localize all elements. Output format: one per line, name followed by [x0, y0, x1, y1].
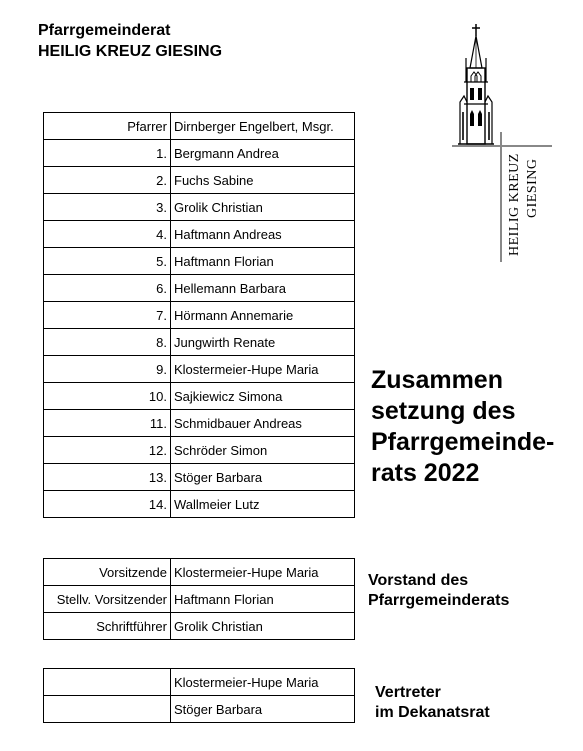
- representatives-table: [43, 668, 355, 723]
- row-label: 1.: [44, 140, 171, 167]
- table-row: [44, 383, 355, 410]
- row-label: 11.: [44, 410, 171, 437]
- table-row: [44, 669, 355, 696]
- table-row: [44, 275, 355, 302]
- row-label: [44, 696, 171, 723]
- table-row: [44, 437, 355, 464]
- row-name: Klostermeier-Hupe Maria: [171, 559, 355, 586]
- table-row: [44, 329, 355, 356]
- main-heading-line: Zusammen: [371, 366, 503, 394]
- row-label: 14.: [44, 491, 171, 518]
- table-row: [44, 586, 355, 613]
- representatives-heading: [375, 683, 490, 723]
- main-heading-line: Pfarrgemeinde-: [371, 428, 555, 456]
- row-name: Dirnberger Engelbert, Msgr.: [171, 113, 355, 140]
- row-name: Schmidbauer Andreas: [171, 410, 355, 437]
- board-heading-line: Pfarrgemeinderats: [368, 592, 510, 609]
- main-heading: [371, 365, 554, 489]
- row-label: 7.: [44, 302, 171, 329]
- table-row: [44, 491, 355, 518]
- row-label: 5.: [44, 248, 171, 275]
- representatives-heading-line: im Dekanatsrat: [375, 704, 490, 721]
- row-label: 6.: [44, 275, 171, 302]
- row-label: 8.: [44, 329, 171, 356]
- members-table: [43, 112, 355, 518]
- table-row: [44, 221, 355, 248]
- row-name: Wallmeier Lutz: [171, 491, 355, 518]
- row-label: Schriftführer: [44, 613, 171, 640]
- row-label: [44, 669, 171, 696]
- table-row: [44, 559, 355, 586]
- table-row: [44, 410, 355, 437]
- board-heading: [368, 571, 509, 611]
- row-label: 9.: [44, 356, 171, 383]
- row-name: Fuchs Sabine: [171, 167, 355, 194]
- table-row: [44, 356, 355, 383]
- table-row: [44, 302, 355, 329]
- row-name: Grolik Christian: [171, 194, 355, 221]
- row-name: Schröder Simon: [171, 437, 355, 464]
- table-row: [44, 464, 355, 491]
- row-name: Haftmann Andreas: [171, 221, 355, 248]
- row-name: Klostermeier-Hupe Maria: [171, 669, 355, 696]
- row-label: Pfarrer: [44, 113, 171, 140]
- row-label: 4.: [44, 221, 171, 248]
- table-row: [44, 613, 355, 640]
- logo-text-line2: GIESING: [525, 158, 540, 218]
- header-title: Pfarrgemeinderat: [38, 22, 171, 39]
- main-heading-line: setzung des: [371, 397, 516, 425]
- table-row: [44, 248, 355, 275]
- row-name: Bergmann Andrea: [171, 140, 355, 167]
- document-header: [38, 20, 222, 62]
- row-name: Haftmann Florian: [171, 248, 355, 275]
- row-label: Stellv. Vorsitzender: [44, 586, 171, 613]
- table-row: [44, 113, 355, 140]
- row-label: 12.: [44, 437, 171, 464]
- header-parish-name: HEILIG KREUZ GIESING: [38, 43, 223, 60]
- logo-text-line1: HEILIG KREUZ: [507, 153, 522, 256]
- board-heading-line: Vorstand des: [368, 572, 469, 589]
- row-name: Klostermeier-Hupe Maria: [171, 356, 355, 383]
- row-label: 10.: [44, 383, 171, 410]
- table-row: [44, 167, 355, 194]
- row-name: Jungwirth Renate: [171, 329, 355, 356]
- row-label: Vorsitzende: [44, 559, 171, 586]
- row-name: Grolik Christian: [171, 613, 355, 640]
- row-name: Stöger Barbara: [171, 696, 355, 723]
- table-row: [44, 140, 355, 167]
- representatives-heading-line: Vertreter: [375, 684, 441, 701]
- row-label: 13.: [44, 464, 171, 491]
- row-label: 3.: [44, 194, 171, 221]
- board-table: [43, 558, 355, 640]
- table-row: [44, 194, 355, 221]
- row-label: 2.: [44, 167, 171, 194]
- row-name: Haftmann Florian: [171, 586, 355, 613]
- row-name: Hellemann Barbara: [171, 275, 355, 302]
- table-row: [44, 696, 355, 723]
- row-name: Stöger Barbara: [171, 464, 355, 491]
- row-name: Hörmann Annemarie: [171, 302, 355, 329]
- main-heading-line: rats 2022: [371, 459, 480, 487]
- church-logo-icon: [452, 22, 552, 262]
- row-name: Sajkiewicz Simona: [171, 383, 355, 410]
